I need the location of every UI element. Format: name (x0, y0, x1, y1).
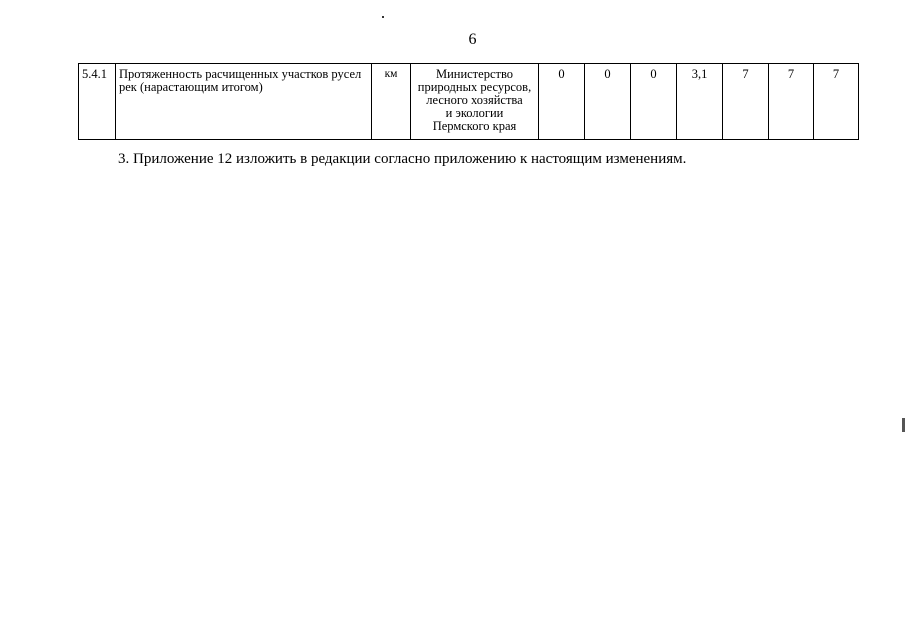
responsible-line: природных ресурсов, (417, 80, 532, 94)
page-number: 6 (468, 31, 477, 48)
value-cell: 7 (814, 64, 859, 140)
scan-speck (382, 16, 384, 18)
value-cell: 0 (631, 64, 677, 140)
responsible-line: лесного хозяйства (426, 93, 523, 107)
responsible-line: Пермского края (432, 119, 517, 133)
value-cell: 3,1 (677, 64, 723, 140)
instruction-paragraph: 3. Приложение 12 изложить в редакции согласно приложению к настоящим изменениям. (118, 151, 687, 167)
value-cell: 7 (723, 64, 769, 140)
responsible-line: Министерство (435, 67, 514, 81)
unit-cell: км (372, 64, 411, 140)
value-cell: 7 (769, 64, 814, 140)
responsible-cell (411, 64, 539, 140)
indicator-name-cell: Протяженность расчищенных участков русел рек (нарастающим итогом) (116, 64, 372, 140)
table-row (79, 64, 859, 140)
row-number-cell: 5.4.1 (79, 64, 116, 140)
value-cell: 0 (585, 64, 631, 140)
indicator-table (78, 63, 859, 140)
responsible-line: и экологии (445, 106, 504, 120)
value-cell: 0 (539, 64, 585, 140)
